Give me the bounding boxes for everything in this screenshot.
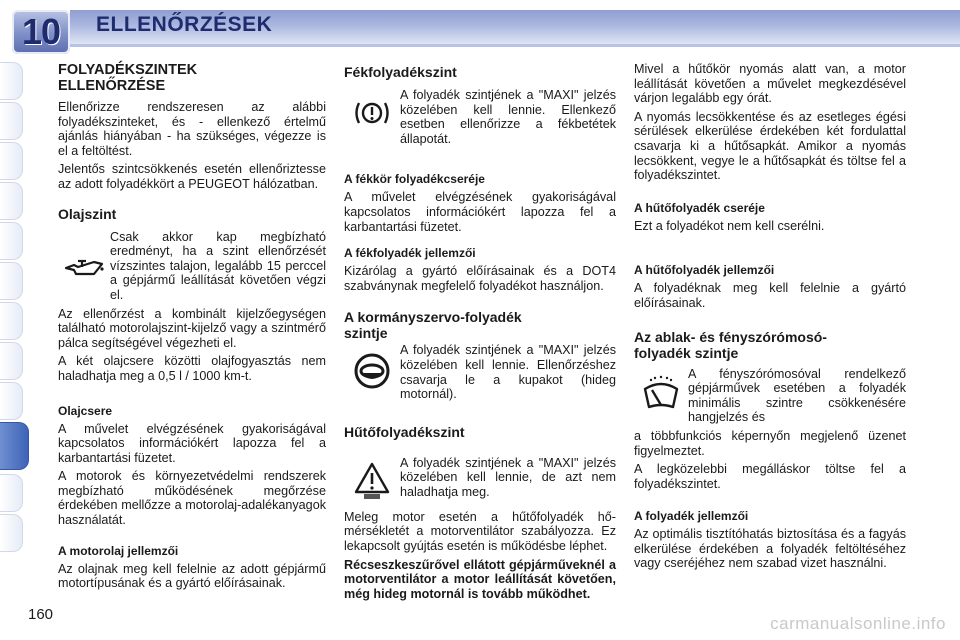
page-header — [0, 0, 960, 56]
section-title-coolant: Hűtőfolyadékszint — [344, 423, 465, 440]
column-right — [634, 58, 906, 575]
steering-note-text: A folyadék szintjének a "MAXI" jelzés közelében kell lennie. Ellenőrzéshez csavarja le a kupakot (hideg motornál). — [400, 343, 616, 402]
washer-note-text: A fényszórómosóval rendelkező gépjárművek esetében a folyadék minimális szintre csökkenésére hangjelzés és — [688, 366, 906, 425]
oil-change-text2: A motorok és környezetvédelmi rendszerek megbízható működésének megőrzése érdekében mellőzze a motorolaj-adalékanyagok használatát. — [58, 469, 326, 528]
brake-note — [344, 88, 616, 150]
section-title-brake: Fékfolyadékszint — [344, 64, 457, 80]
section-title-oil: Olajszint — [58, 205, 117, 222]
coolant-note — [344, 456, 616, 506]
steering-wheel-icon — [344, 343, 400, 399]
oil-change-text1: A művelet elvégzésének gyakoriságával kapcsolatos információkért lapozza fel a karbantartási füzetet. — [58, 421, 326, 465]
column-left — [58, 58, 326, 595]
chapter-number: 10 — [21, 11, 61, 52]
fluid-levels-dealer-note: Jelentős szintcsökkenés esetén ellenőriztesse az adott folyadékkört a PEUGEOT hálózatban. — [58, 162, 326, 191]
oil-spec-title: A motorolaj jellemzői — [58, 543, 179, 558]
oil-note — [58, 230, 326, 307]
watermark: carmanualsonline.info — [770, 614, 946, 633]
coolant-warning-icon — [344, 456, 400, 506]
windscreen-washer-icon — [634, 367, 688, 423]
oil-spec-text: Az olajnak meg kell felelnie az adott gépjármű motortípusának és a gyártó előírásainak. — [58, 561, 326, 591]
chapter-tab-7[interactable] — [0, 302, 23, 340]
coolant-spec-text: A folyadéknak meg kell felelnie a gyártó előírásainak. — [634, 281, 906, 310]
washer-refill-text: A legközelebbi megálláskor töltse fel a folyadékszintet. — [634, 462, 906, 491]
coolant-cap-text: A nyomás lecsökkentése és az esetleges égési sérülések elkerülése érdekében két fordulattal csavarja ki a hűtősapkát. Amikor a nyomás lecsökkent, vegye le a hűtősapkát és töltse fel a folyadékszintet. — [634, 109, 906, 183]
coolant-change-text: Ezt a folyadékot nem kell cserélni. — [634, 218, 825, 233]
brake-change-text: A művelet elvégzésének gyakoriságával kapcsolatos információkért lapozza fel a karbantartási füzetet. — [344, 190, 616, 234]
oil-change-title: Olajcsere — [58, 403, 113, 418]
chapter-tab-1[interactable] — [0, 62, 23, 100]
chapter-tabs — [0, 58, 26, 578]
oil-consumption-text: A két olajcsere közötti olajfogyasztás nem haladhatja meg a 0,5 l / 1000 km-t. — [58, 354, 326, 383]
brake-note-text: A folyadék szintjének a "MAXI" jelzés közelében kell lennie. Ellenkező esetben ellenőrizze a fékbetétek állapotát. — [400, 88, 616, 146]
chapter-tab-4[interactable] — [0, 182, 23, 220]
fluid-levels-intro: Ellenőrizze rendszeresen az alábbi folyadékszinteket, és - ellenkező értelmű ajánlás hiányában - ha szükséges, végezze is el a feltöltést. — [58, 100, 326, 158]
column-middle — [344, 58, 616, 605]
chapter-tab-11[interactable] — [0, 474, 23, 512]
coolant-spec-title: A hűtőfolyadék jellemzői — [634, 263, 775, 278]
brake-spec-text: Kizárólag a gyártó előírásainak és a DOT4 szabványnak megfelelő folyadékot használjon. — [344, 264, 616, 293]
washer-display-text: a többfunkciós képernyőn megjelenő üzenet figyelmeztet. — [634, 428, 906, 458]
chapter-tab-3[interactable] — [0, 142, 23, 180]
oil-note-text: Csak akkor kap megbízható eredményt, ha a szint ellenőrzését vízszintes talajon, legalább 15 perccel a gépjármű leállítását követően végzi el. — [110, 229, 326, 302]
oil-can-icon — [58, 238, 110, 298]
steering-note — [344, 343, 616, 405]
coolant-pressure-text: Mivel a hűtőkör nyomás alatt van, a motor leállítását követően a művelet megkezdésével várjon legalább egy órát. — [634, 62, 906, 106]
washer-spec-title: A folyadék jellemzői — [634, 509, 749, 524]
washer-spec-text: Az optimális tisztítóhatás biztosítása és a fagyás elkerülése érdekében a folyadék feltöltéséhez vagy cseréjéhez nem szabad vizet használni. — [634, 527, 906, 571]
coolant-bold-warning: Récseszkeszűrővel ellátott gépjárműveknél a motorventilátor a motor leállítását követően, még hideg motornál is tovább működhet. — [344, 557, 616, 601]
coolant-hot-text: Meleg motor esetén a hűtőfolyadék hőmérsékletét a motorventilátor szabályozza. Ez lekapcsolt gyújtás esetén is működésbe léphet. — [344, 509, 616, 553]
chapter-tab-9[interactable] — [0, 382, 23, 420]
chapter-badge — [12, 10, 70, 54]
section-title-fluid-levels: FOLYADÉKSZINTEK ELLENŐRZÉSE — [58, 62, 198, 94]
section-title-washer: Az ablak- és fényszórómosó- folyadék szintje — [634, 328, 827, 361]
chapter-tab-12[interactable] — [0, 514, 23, 552]
brake-change-title: A fékkör folyadékcseréje — [344, 172, 485, 187]
oil-check-text: Az ellenőrzést a kombinált kijelzőegységen található motorolajszint-kijelző vagy a szintmérő pálca segítségével végezheti el. — [58, 306, 326, 350]
page-title: ELLENŐRZÉSEK — [96, 13, 273, 36]
chapter-tab-6[interactable] — [0, 262, 23, 300]
chapter-tab-8[interactable] — [0, 342, 23, 380]
brake-warning-icon — [344, 88, 400, 138]
chapter-tab-10-active[interactable] — [0, 422, 29, 470]
section-title-steering: A kormányszervo-folyadék szintje — [344, 309, 522, 342]
coolant-change-title: A hűtőfolyadék cseréje — [634, 200, 765, 215]
chapter-tab-2[interactable] — [0, 102, 23, 140]
brake-spec-title: A fékfolyadék jellemzői — [344, 246, 476, 261]
chapter-tab-5[interactable] — [0, 222, 23, 260]
coolant-note-text: A folyadék szintjének a "MAXI" jelzés közelében kell lennie, de azt nem haladhatja meg. — [400, 455, 616, 499]
page-number: 160 — [28, 606, 54, 623]
washer-note — [634, 367, 906, 429]
